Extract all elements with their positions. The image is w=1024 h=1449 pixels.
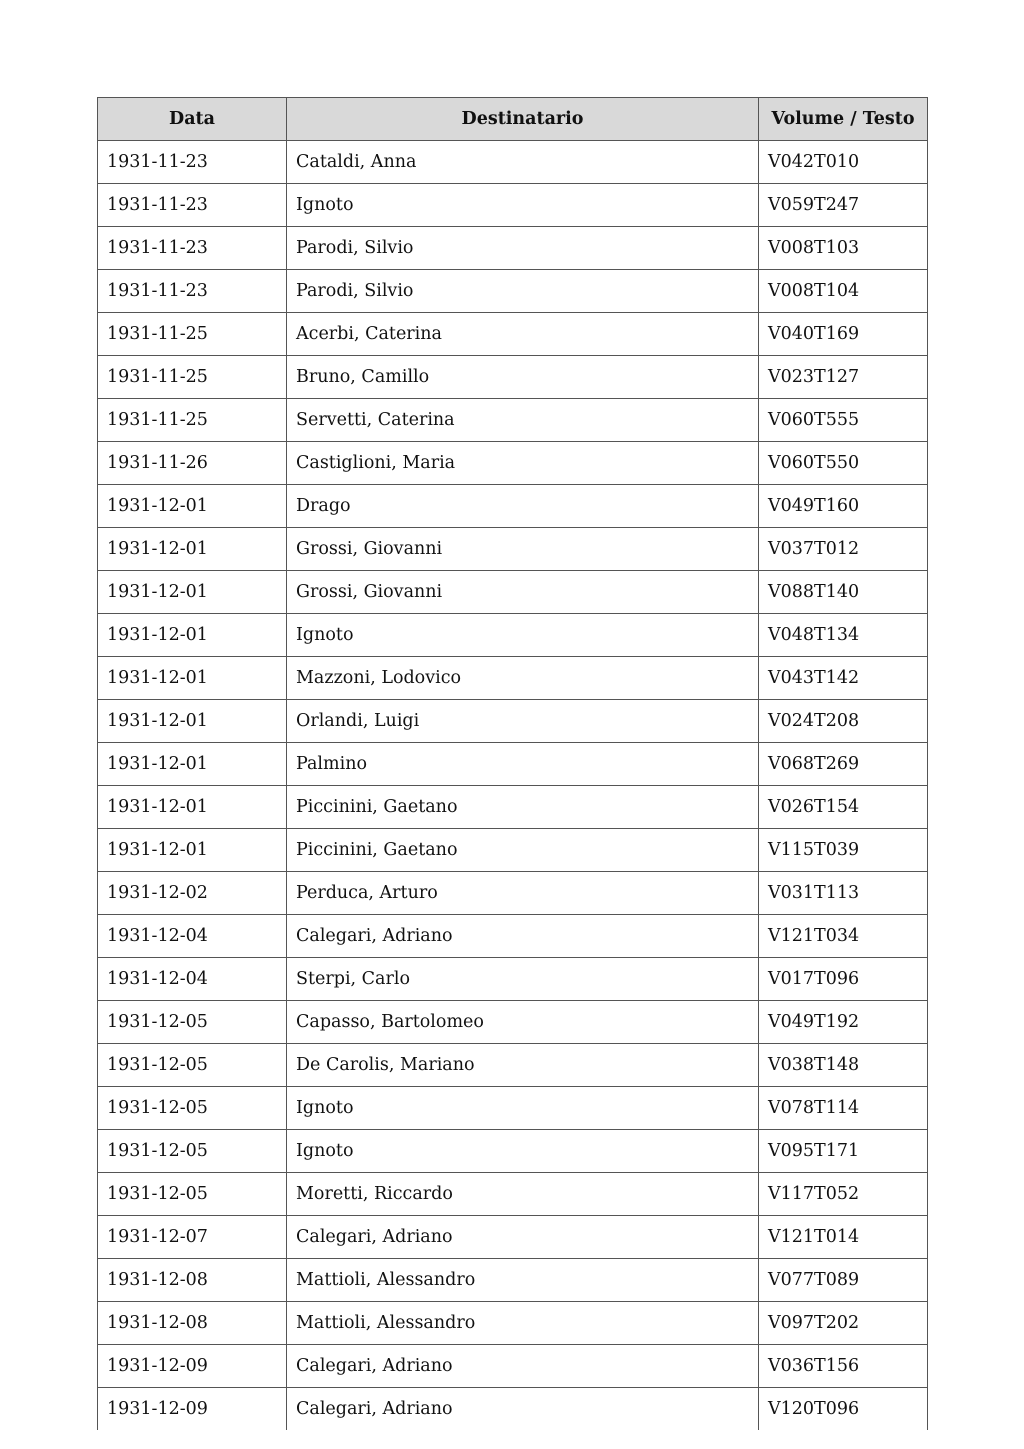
table-row bbox=[98, 399, 928, 442]
cell-volume: V037T012 bbox=[759, 528, 928, 571]
cell-volume: V088T140 bbox=[759, 571, 928, 614]
cell-volume: V068T269 bbox=[759, 743, 928, 786]
cell-date: 1931-12-05 bbox=[98, 1087, 287, 1130]
cell-recipient: Acerbi, Caterina bbox=[287, 313, 759, 356]
cell-volume: V017T096 bbox=[759, 958, 928, 1001]
cell-recipient: Ignoto bbox=[287, 614, 759, 657]
cell-date: 1931-11-26 bbox=[98, 442, 287, 485]
cell-volume: V095T171 bbox=[759, 1130, 928, 1173]
table-row bbox=[98, 915, 928, 958]
header-volume: Volume / Testo bbox=[759, 98, 928, 141]
table-row bbox=[98, 313, 928, 356]
cell-date: 1931-11-23 bbox=[98, 184, 287, 227]
cell-recipient: Calegari, Adriano bbox=[287, 1345, 759, 1388]
table-row bbox=[98, 1173, 928, 1216]
cell-volume: V043T142 bbox=[759, 657, 928, 700]
table-row bbox=[98, 442, 928, 485]
cell-recipient: Cataldi, Anna bbox=[287, 141, 759, 184]
table-row bbox=[98, 786, 928, 829]
cell-volume: V060T550 bbox=[759, 442, 928, 485]
cell-volume: V008T103 bbox=[759, 227, 928, 270]
cell-recipient: Ignoto bbox=[287, 1087, 759, 1130]
cell-date: 1931-12-01 bbox=[98, 528, 287, 571]
cell-recipient: Calegari, Adriano bbox=[287, 915, 759, 958]
cell-volume: V008T104 bbox=[759, 270, 928, 313]
cell-date: 1931-12-01 bbox=[98, 657, 287, 700]
cell-date: 1931-12-07 bbox=[98, 1216, 287, 1259]
table-row bbox=[98, 1388, 928, 1431]
table-row bbox=[98, 958, 928, 1001]
cell-volume: V121T014 bbox=[759, 1216, 928, 1259]
cell-volume: V115T039 bbox=[759, 829, 928, 872]
cell-date: 1931-12-02 bbox=[98, 872, 287, 915]
cell-volume: V040T169 bbox=[759, 313, 928, 356]
cell-date: 1931-12-08 bbox=[98, 1302, 287, 1345]
table-row bbox=[98, 1044, 928, 1087]
table-row bbox=[98, 829, 928, 872]
table-row bbox=[98, 356, 928, 399]
cell-date: 1931-12-05 bbox=[98, 1044, 287, 1087]
table-row bbox=[98, 614, 928, 657]
cell-date: 1931-11-25 bbox=[98, 313, 287, 356]
cell-volume: V117T052 bbox=[759, 1173, 928, 1216]
cell-date: 1931-12-01 bbox=[98, 571, 287, 614]
cell-volume: V120T096 bbox=[759, 1388, 928, 1431]
cell-volume: V023T127 bbox=[759, 356, 928, 399]
cell-volume: V078T114 bbox=[759, 1087, 928, 1130]
cell-date: 1931-12-01 bbox=[98, 485, 287, 528]
cell-date: 1931-12-01 bbox=[98, 743, 287, 786]
cell-recipient: Piccinini, Gaetano bbox=[287, 829, 759, 872]
cell-recipient: Servetti, Caterina bbox=[287, 399, 759, 442]
cell-date: 1931-12-05 bbox=[98, 1173, 287, 1216]
cell-recipient: Ignoto bbox=[287, 184, 759, 227]
cell-date: 1931-11-23 bbox=[98, 227, 287, 270]
table-row bbox=[98, 528, 928, 571]
table-row bbox=[98, 141, 928, 184]
table-row bbox=[98, 1087, 928, 1130]
cell-volume: V036T156 bbox=[759, 1345, 928, 1388]
header-date: Data bbox=[98, 98, 287, 141]
cell-volume: V038T148 bbox=[759, 1044, 928, 1087]
header-row bbox=[98, 98, 928, 141]
table-header bbox=[98, 98, 928, 141]
table-row bbox=[98, 571, 928, 614]
cell-volume: V097T202 bbox=[759, 1302, 928, 1345]
cell-date: 1931-12-08 bbox=[98, 1259, 287, 1302]
cell-recipient: Bruno, Camillo bbox=[287, 356, 759, 399]
table-row bbox=[98, 743, 928, 786]
cell-recipient: Parodi, Silvio bbox=[287, 227, 759, 270]
cell-date: 1931-11-23 bbox=[98, 270, 287, 313]
cell-date: 1931-12-09 bbox=[98, 1345, 287, 1388]
cell-volume: V049T192 bbox=[759, 1001, 928, 1044]
cell-recipient: Perduca, Arturo bbox=[287, 872, 759, 915]
table-row bbox=[98, 1259, 928, 1302]
table-row bbox=[98, 184, 928, 227]
cell-recipient: Mattioli, Alessandro bbox=[287, 1259, 759, 1302]
table-row bbox=[98, 1216, 928, 1259]
cell-recipient: Palmino bbox=[287, 743, 759, 786]
cell-volume: V042T010 bbox=[759, 141, 928, 184]
cell-volume: V121T034 bbox=[759, 915, 928, 958]
table-row bbox=[98, 1302, 928, 1345]
cell-recipient: Castiglioni, Maria bbox=[287, 442, 759, 485]
cell-recipient: Calegari, Adriano bbox=[287, 1216, 759, 1259]
cell-recipient: Ignoto bbox=[287, 1130, 759, 1173]
cell-volume: V031T113 bbox=[759, 872, 928, 915]
cell-recipient: Capasso, Bartolomeo bbox=[287, 1001, 759, 1044]
cell-volume: V060T555 bbox=[759, 399, 928, 442]
table-body bbox=[98, 141, 928, 1431]
table-row bbox=[98, 1345, 928, 1388]
cell-recipient: Drago bbox=[287, 485, 759, 528]
cell-date: 1931-12-04 bbox=[98, 958, 287, 1001]
table-row bbox=[98, 700, 928, 743]
cell-recipient: Mattioli, Alessandro bbox=[287, 1302, 759, 1345]
cell-date: 1931-11-23 bbox=[98, 141, 287, 184]
cell-recipient: Orlandi, Luigi bbox=[287, 700, 759, 743]
table-row bbox=[98, 872, 928, 915]
header-recipient: Destinatario bbox=[287, 98, 759, 141]
cell-date: 1931-12-01 bbox=[98, 786, 287, 829]
cell-recipient: Sterpi, Carlo bbox=[287, 958, 759, 1001]
cell-date: 1931-12-09 bbox=[98, 1388, 287, 1431]
table-row bbox=[98, 270, 928, 313]
table-row bbox=[98, 227, 928, 270]
cell-date: 1931-12-05 bbox=[98, 1130, 287, 1173]
cell-date: 1931-12-01 bbox=[98, 829, 287, 872]
cell-date: 1931-12-05 bbox=[98, 1001, 287, 1044]
cell-volume: V024T208 bbox=[759, 700, 928, 743]
cell-volume: V026T154 bbox=[759, 786, 928, 829]
cell-recipient: Mazzoni, Lodovico bbox=[287, 657, 759, 700]
table-row bbox=[98, 1001, 928, 1044]
cell-volume: V077T089 bbox=[759, 1259, 928, 1302]
cell-recipient: Parodi, Silvio bbox=[287, 270, 759, 313]
table-row bbox=[98, 485, 928, 528]
cell-recipient: Piccinini, Gaetano bbox=[287, 786, 759, 829]
cell-recipient: Moretti, Riccardo bbox=[287, 1173, 759, 1216]
cell-date: 1931-12-04 bbox=[98, 915, 287, 958]
cell-date: 1931-12-01 bbox=[98, 614, 287, 657]
table-row bbox=[98, 657, 928, 700]
cell-date: 1931-11-25 bbox=[98, 356, 287, 399]
letters-table bbox=[97, 97, 928, 1430]
table-row bbox=[98, 1130, 928, 1173]
cell-date: 1931-12-01 bbox=[98, 700, 287, 743]
cell-recipient: De Carolis, Mariano bbox=[287, 1044, 759, 1087]
cell-recipient: Calegari, Adriano bbox=[287, 1388, 759, 1431]
cell-recipient: Grossi, Giovanni bbox=[287, 528, 759, 571]
cell-volume: V048T134 bbox=[759, 614, 928, 657]
cell-recipient: Grossi, Giovanni bbox=[287, 571, 759, 614]
cell-date: 1931-11-25 bbox=[98, 399, 287, 442]
cell-volume: V059T247 bbox=[759, 184, 928, 227]
cell-volume: V049T160 bbox=[759, 485, 928, 528]
